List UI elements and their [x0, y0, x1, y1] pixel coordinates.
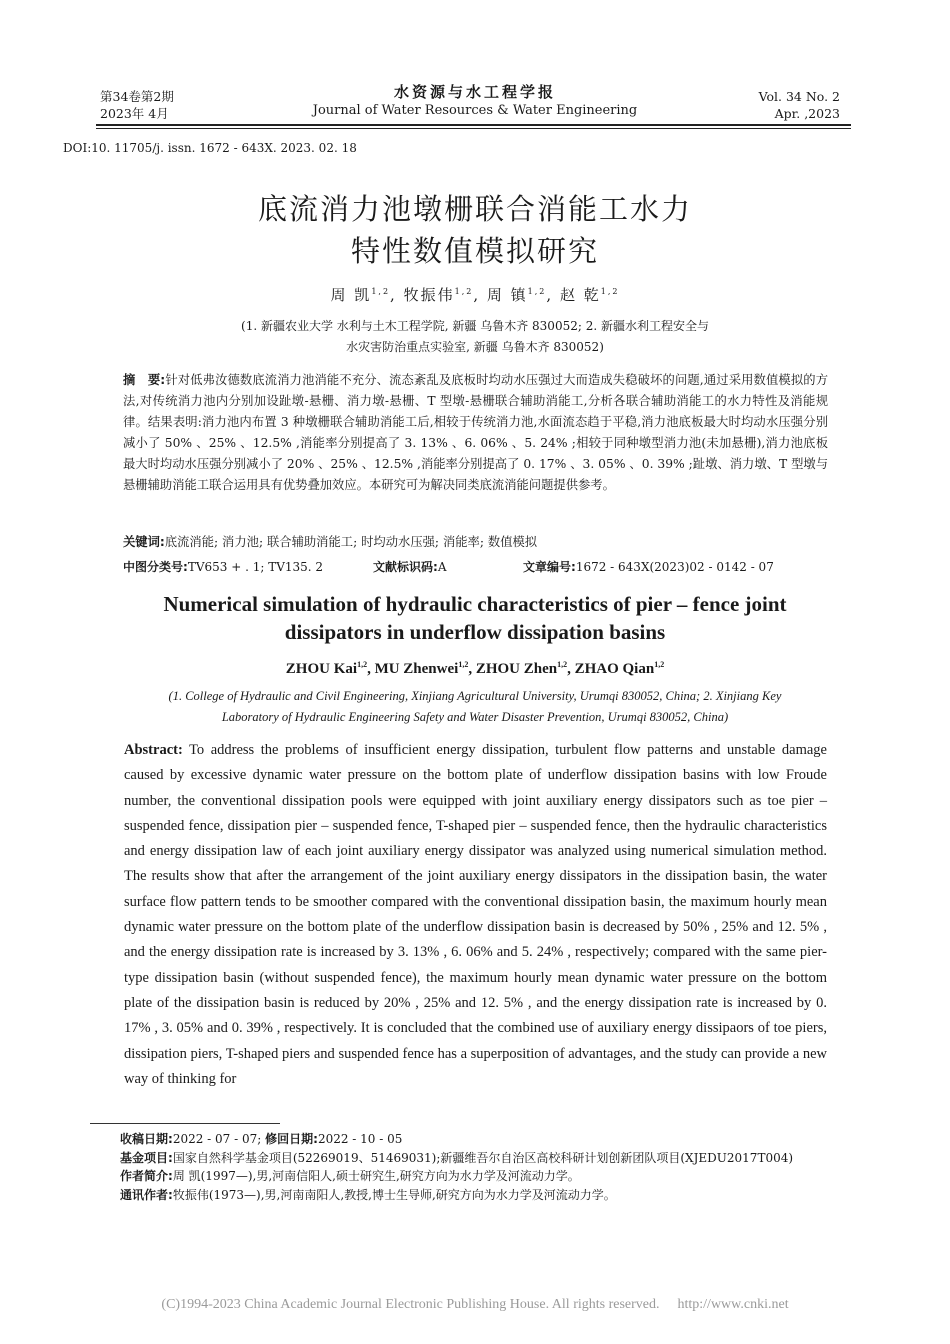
title-cn-line1: 底流消力池墩栅联合消能工水力 [257, 192, 692, 226]
clc-number [123, 558, 323, 575]
author-sup: 1,2 [357, 660, 368, 669]
author-sup: 1,2 [454, 287, 474, 296]
abstract-cn [123, 370, 828, 496]
affiliation-en-line1: (1. College of Hydraulic and Civil Engineering, Xinjiang Agricultural University, Urumqi 830052, China; 2. Xinjiang Key [168, 689, 782, 703]
header-volume [759, 88, 840, 122]
corresponding-value: 牧振伟(1973—),男,河南南阳人,教授,博士生导师,研究方向为水力学及河流动力学。 [172, 1187, 616, 1202]
author-bio-label: 作者简介: [120, 1169, 173, 1183]
author-en: MU Zhenwei [374, 661, 459, 677]
footnote-rule [90, 1123, 280, 1124]
cnki-link[interactable]: http://www.cnki.net [677, 1297, 789, 1312]
affiliation-cn [0, 316, 950, 358]
fund-label: 基金项目: [120, 1150, 173, 1165]
author-cn: 牧振伟 [403, 286, 455, 304]
author-sup: 1,2 [557, 660, 568, 669]
title-en [0, 590, 950, 646]
abstract-en-label: Abstract: [124, 742, 183, 758]
abstract-en-text: To address the problems of insufficient energy dissipation, turbulent flow patterns and unstable damage caused by excessive dynamic water pressure on the bottom plate of underflow dissipation basins with low Froude number, the conventional dissipation pools were equipped with joint auxiliary energy dissipators such as toe pier – suspended fence, dissipation pier – suspended fence, T-shaped pier – suspended fence, then the hydraulic characteristics and energy dissipation law of each joint auxiliary energy dissipator was analyzed using numerical simulation method. The results show that after the arrangement of the joint auxiliary energy dissipators in the dissipation basin, the water surface flow pattern tends to be smoother compared with the conventional dissipation basin, the maximum hourly mean dynamic water pressure on the bottom plate of the underflow dissipation basin is decreased by 50% , 25% and 12. 5% , and the energy dissipation rate is increased by 3. 13% , 6. 06% and 5. 24% , respectively; compared with the same pier-type dissipation basin (without suspended fence), the maximum hourly mean dynamic water pressure on the bottom plate of the dissipation basin is reduced by 20% , 25% and 12. 5% , and the energy dissipation rate is increased by 0. 17% , 3. 05% and 0. 39% , respectively. It is concluded that the combined use of auxiliary energy dissipaors of toe piers, dissipation piers, T-shaped piers and suspended fence has a superposition of advantages, and the study can provide a new way of thinking for [124, 742, 827, 1087]
received-value: 2022 - 07 - 07; [172, 1132, 262, 1146]
volume-en: Vol. 34 No. 2 [758, 89, 840, 104]
authors-cn: 周 凯$^{1,2}$, 牧振伟$^{1,2}$, 周 镇$^{1,2}$, 赵 乾$^{1,2}$ [330, 286, 620, 304]
title-en-line2: dissipators in underflow dissipation basins [284, 620, 666, 644]
author-en: ZHAO Qian [574, 661, 655, 677]
doc-value: A [437, 560, 447, 574]
title-cn-line2: 特性数值模拟研究 [350, 234, 599, 268]
footnote-dates [120, 1130, 860, 1149]
journal-name-en: Journal of Water Resources & Water Engineering [312, 103, 638, 118]
fund-value: 国家自然科学基金项目(52269019、51469031);新疆维吾尔自治区高校科研计划创新团队项目(XJEDU2017T004) [172, 1150, 794, 1165]
author-sup: 1,2 [527, 287, 547, 296]
affiliation-en-line2: Laboratory of Hydraulic Engineering Safety and Water Disaster Prevention, Urumqi 830052, China) [221, 710, 729, 724]
received-label: 收稿日期: [120, 1132, 173, 1146]
copyright-line [0, 1297, 950, 1313]
author-sup: 1,2 [600, 287, 620, 296]
revised-label: 修回日期: [265, 1132, 318, 1146]
authors-en: ZHOU Kai$^{1,2}$, MU Zhenwei$^{1,2}$, ZHOU Zhen$^{1,2}$, ZHAO Qian$^{1,2}$ [285, 660, 665, 677]
affiliation-cn-line2: 水灾害防治重点实验室, 新疆 乌鲁木齐 830052) [346, 340, 604, 354]
author-en: ZHOU Kai [285, 661, 358, 677]
author-sup: 1,2 [458, 660, 469, 669]
author-cn: 赵 乾 [559, 286, 601, 304]
title-en-line1: Numerical simulation of hydraulic characteristics of pier – fence joint [163, 592, 787, 616]
revised-value: 2022 - 10 - 05 [317, 1132, 403, 1146]
abstract-en [124, 738, 827, 1092]
author-sup: 1,2 [371, 287, 391, 296]
corresponding-label: 通讯作者: [120, 1187, 173, 1202]
author-cn: 周 镇 [486, 286, 528, 304]
author-cn: 周 凯 [330, 286, 372, 304]
keywords-cn-text: 底流消能; 消力池; 联合辅助消能工; 时均动水压强; 消能率; 数值模拟 [164, 535, 538, 549]
author-en: ZHOU Zhen [475, 661, 558, 677]
article-value: 1672 - 643X(2023)02 - 0142 - 07 [575, 560, 774, 574]
affiliation-cn-line1: (1. 新疆农业大学 水利与土木工程学院, 新疆 乌鲁木齐 830052; 2. 新疆水利工程安全与 [241, 319, 709, 333]
header-rule-thin [96, 128, 851, 129]
date-en: Apr. ,2023 [774, 106, 840, 121]
header-rule [96, 124, 851, 126]
footnote-corresponding [120, 1186, 860, 1205]
footnotes [120, 1130, 860, 1204]
date-cn: 2023年 4月 [100, 106, 169, 121]
footnote-author [120, 1167, 860, 1186]
author-bio-value: 周 凯(1997—),男,河南信阳人,硕士研究生,研究方向为水力学及河流动力学。 [172, 1169, 580, 1183]
author-sup: 1,2 [654, 660, 665, 669]
abstract-cn-text: 针对低弗汝德数底流消力池消能不充分、流态紊乱及底板时均动水压强过大而造成失稳破坏的问题,通过采用数值模拟的方法,对传统消力池内分别加设趾墩-悬栅、消力墩-悬栅、T 型墩-悬栅联合辅助消能工,分析各联合辅助消能工的水力特性及消能规律。结果表明:消力池内布置 3 种墩栅联合辅助消能工后,相较于传统消力池,水面流态趋于平稳,消力池底板最大时均动水压强分别减小了 50% 、25% 、12.5% ,消能率分别提高了 3. 13% 、6. 06% 、5. 24% ;相较于同种墩型消力池(未加悬栅),消力池底板最大时均动水压强分别减小了 20% 、25% 、12.5% ,消能率分别提高了 0. 17% 、3. 05% 、0. 39% ;趾墩、消力墩、T 型墩与悬栅辅助消能工联合运用具有优势叠加效应。本研究可为解决同类底流消能问题提供参考。 [123, 373, 828, 492]
article-number [523, 558, 774, 575]
title-cn [0, 188, 950, 272]
doc-label: 文献标识码: [373, 560, 438, 574]
doi: DOI:10. 11705/j. issn. 1672 - 643X. 2023. 02. 18 [63, 141, 357, 155]
footnote-fund [120, 1149, 860, 1168]
keywords-cn-label: 关键词: [123, 535, 165, 549]
clc-label: 中图分类号: [123, 560, 188, 574]
issue-cn: 第34卷第2期 [100, 89, 174, 104]
journal-name-cn: 水资源与水工程学报 [393, 83, 556, 101]
article-label: 文章编号: [523, 560, 576, 574]
doc-code [373, 558, 446, 575]
affiliation-en [0, 686, 950, 728]
clc-value: TV653 + . 1; TV135. 2 [187, 560, 324, 574]
keywords-cn [123, 532, 828, 550]
abstract-cn-label: 摘 要: [123, 373, 166, 387]
copyright-text: (C)1994-2023 China Academic Journal Electronic Publishing House. All rights reserved. [161, 1297, 660, 1312]
